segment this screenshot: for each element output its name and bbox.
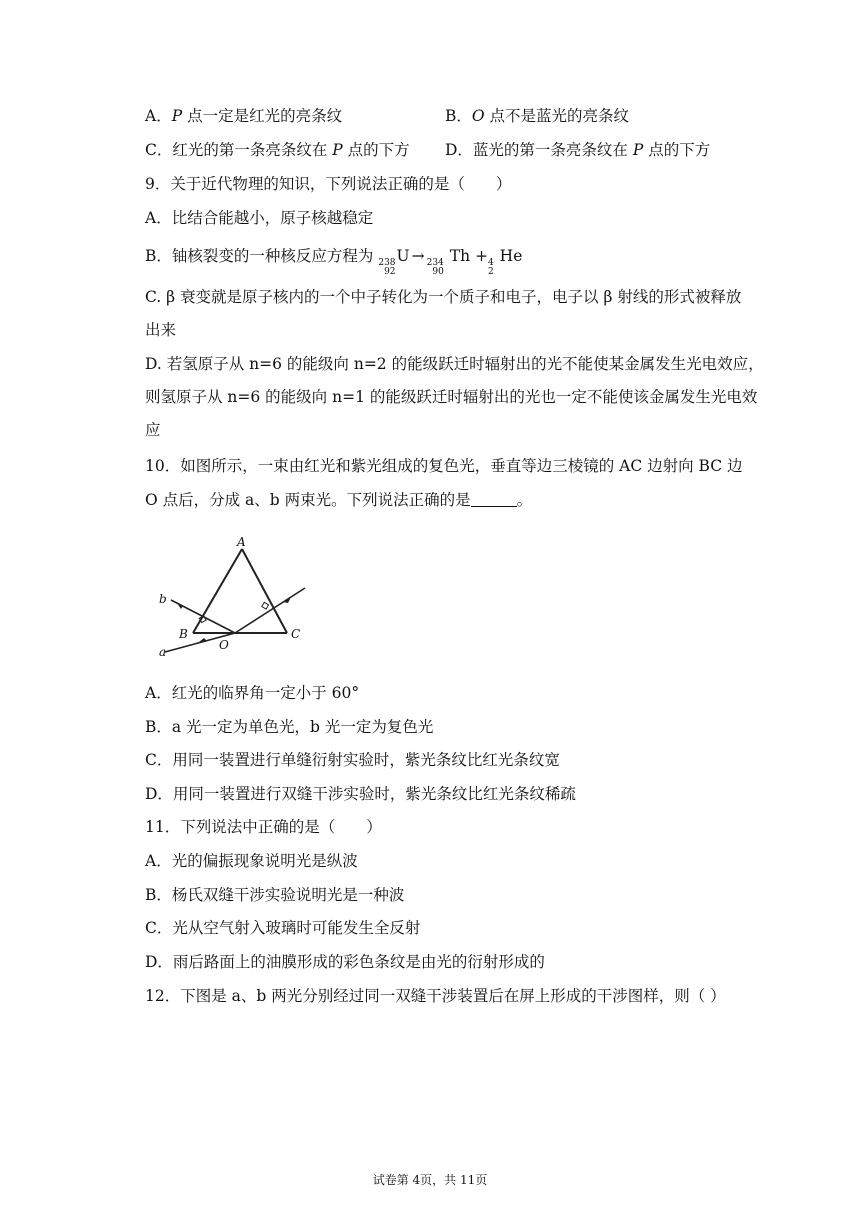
page-footer: 试卷第 4页，共 11页: [372, 1173, 488, 1187]
label-b-vertex: B: [179, 627, 188, 641]
q8-option-d: D．蓝光的第一条亮条纹在 P 点的下方: [445, 141, 711, 159]
q10-option-d: D．用同一装置进行双缝干涉实验时，紫光条纹比红光条纹稀疏: [145, 785, 576, 803]
q12-stem: 12．下图是 a、b 两光分别经过同一双缝干涉装置后在屏上形成的干涉图样，则（ ）: [145, 987, 726, 1005]
q8-option-b: B．O 点不是蓝光的亮条纹: [445, 107, 630, 125]
q11-option-a: A．光的偏振现象说明光是纵波: [145, 852, 358, 870]
q11-option-b: B．杨氏双缝干涉实验说明光是一种波: [145, 886, 405, 904]
q9-option-c-line1: C. β 衰变就是原子核内的一个中子转化为一个质子和电子，电子以 β 射线的形式被释放: [145, 288, 742, 306]
label-a-vertex: A: [237, 535, 246, 549]
q9-option-c-line2: 出来: [145, 321, 177, 339]
q11-option-c: C．光从空气射入玻璃时可能发生全反射: [145, 919, 421, 937]
q10-option-b: B．a 光一定为单色光，b 光一定为复色光: [145, 718, 434, 736]
answer-blank: [471, 492, 517, 507]
q9-option-d-line2: 则氢原子从 n=6 的能级向 n=1 的能级跃迁时辐射出的光也一定不能使该金属发生光电效: [145, 388, 758, 406]
q10-stem-line1: 10．如图所示，一束由红光和紫光组成的复色光，垂直等边三棱镜的 AC 边射向 BC 边: [145, 457, 743, 475]
label-c-vertex: C: [291, 627, 301, 641]
q11-stem: 11．下列说法中正确的是（ ）: [145, 818, 382, 836]
q11-option-d: D．雨后路面上的油膜形成的彩色条纹是由光的衍射形成的: [145, 953, 545, 971]
q9-option-b: B．铀核裂变的一种核反应方程为 238 92 U → 234 90 Th + 4 2 He: [145, 247, 523, 277]
q8-option-a: A．P 点一定是红光的亮条纹: [145, 107, 343, 125]
q8-option-c: C．红光的第一条亮条纹在 P 点的下方: [145, 141, 410, 159]
incident-ray-arrow-icon: [283, 597, 291, 603]
right-angle-mark-ac: [262, 602, 269, 609]
label-a-ray: a: [159, 645, 167, 658]
q9-option-d-line3: 应: [145, 421, 161, 439]
nuclear-equation: 238 92 U → 234 90 Th + 4 2 He: [378, 247, 523, 277]
q10-option-a: A．红光的临界角一定小于 60°: [145, 684, 360, 702]
q9-stem: 9．关于近代物理的知识，下列说法正确的是（ ）: [145, 175, 512, 193]
q10-stem-line2: O 点后，分成 a、b 两束光。下列说法正确的是 。: [145, 491, 533, 509]
q9-option-d-line1: D. 若氢原子从 n=6 的能级向 n=2 的能级跃迁时辐射出的光不能使某金属发生光电效应，: [145, 355, 764, 373]
prism-triangle: [193, 549, 287, 633]
label-o-point: O: [219, 638, 229, 652]
label-b-ray: b: [159, 592, 167, 606]
q9-option-a: A．比结合能越小，原子核越稳定: [145, 209, 374, 227]
prism-figure: [155, 533, 315, 658]
q10-option-c: C．用同一装置进行单缝衍射实验时，紫光条纹比红光条纹宽: [145, 751, 560, 769]
